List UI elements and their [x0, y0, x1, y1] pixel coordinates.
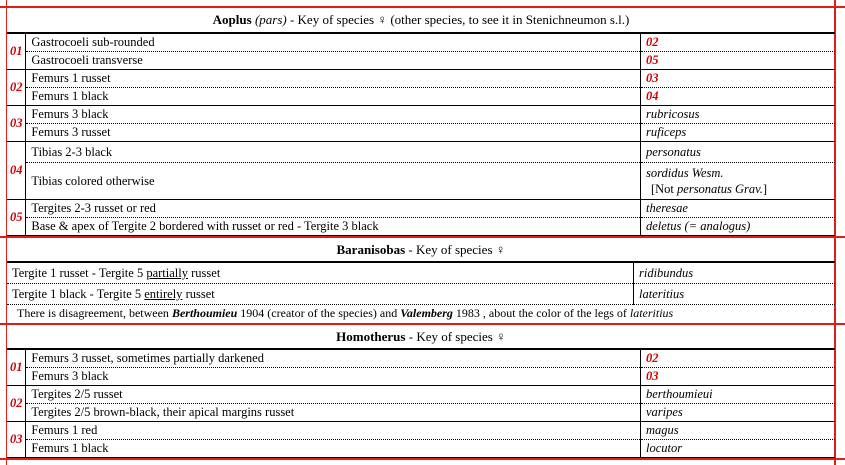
lead-text: Tergite 1 black - Tergite 5 — [12, 287, 145, 301]
couplet-lead: Base & apex of Tergite 2 bordered with russet or red - Tergite 3 black — [26, 218, 641, 236]
couplet-number: 03 — [7, 106, 26, 142]
aoplus-pars: (pars) — [254, 12, 287, 27]
species-name: personatus — [640, 142, 835, 163]
table-row — [7, 34, 835, 52]
couplet-target: 02 — [640, 34, 835, 52]
table-row — [7, 440, 835, 458]
species-name: ridibundus — [634, 263, 836, 284]
species-name: varipes — [640, 404, 835, 422]
lead-text: russet — [188, 266, 221, 280]
couplet-lead: Tibias 2-3 black — [26, 142, 641, 163]
couplet-target: 04 — [640, 88, 835, 106]
species-name: theresae — [640, 200, 835, 218]
table-row — [7, 106, 835, 124]
couplet-number: 04 — [7, 142, 26, 200]
table-row — [7, 52, 835, 70]
couplet-lead: Femurs 1 black — [26, 88, 641, 106]
species-name: locutor — [640, 440, 835, 458]
couplet-lead: Femurs 1 red — [26, 422, 641, 440]
couplet-number: 03 — [7, 422, 26, 458]
disagreement-note — [7, 303, 835, 323]
baranisobas-title-rest: - Key of species ♀ — [405, 242, 506, 257]
couplet-lead: Tibias colored otherwise — [26, 163, 641, 200]
table-row — [7, 200, 835, 218]
couplet-lead — [7, 284, 634, 305]
couplet-lead: Femurs 3 black — [26, 368, 641, 386]
couplet-lead: Gastrocoeli sub-rounded — [26, 34, 641, 52]
couplet-lead: Tergites 2-3 russet or red — [26, 200, 641, 218]
aoplus-title — [7, 8, 835, 32]
species-name-multiline — [640, 163, 835, 200]
baranisobas-genus: Baranisobas — [336, 242, 406, 257]
species-note — [646, 181, 835, 197]
species-name: magus — [640, 422, 835, 440]
couplet-lead: Femurs 1 black — [26, 440, 641, 458]
table-row — [7, 350, 835, 368]
species-name: deletus (= analogus) — [640, 218, 835, 236]
table-row — [7, 142, 835, 163]
couplet-number: 02 — [7, 70, 26, 106]
couplet-target: 02 — [640, 350, 835, 368]
baranisobas-title — [7, 238, 835, 262]
note-open: [Not — [650, 182, 678, 196]
aoplus-genus: Aoplus — [212, 12, 252, 27]
note-species: personatus Grav. — [677, 182, 763, 196]
note-close: ] — [762, 182, 768, 196]
table-row — [7, 88, 835, 106]
couplet-lead: Femurs 3 russet, sometimes partially darkened — [26, 350, 641, 368]
homotherus-title — [7, 325, 835, 349]
species-name: rubricosus — [640, 106, 835, 124]
couplet-lead: Femurs 3 russet — [26, 124, 641, 142]
couplet-lead: Gastrocoeli transverse — [26, 52, 641, 70]
couplet-number: 02 — [7, 386, 26, 422]
frame-line-bottom — [0, 458, 845, 460]
table-row — [7, 218, 835, 236]
couplet-target: 03 — [640, 70, 835, 88]
species-name: sordidus Wesm. — [645, 166, 724, 180]
table-row — [7, 70, 835, 88]
aoplus-key-table — [7, 34, 835, 236]
couplet-number: 01 — [7, 350, 26, 386]
couplet-number: 05 — [7, 200, 26, 236]
lead-emphasis: partially — [146, 266, 188, 280]
homotherus-section — [7, 325, 835, 458]
couplet-lead: Tergites 2/5 russet — [26, 386, 641, 404]
baranisobas-key-table — [7, 263, 835, 305]
lead-emphasis: entirely — [144, 287, 183, 301]
table-row — [7, 386, 835, 404]
lead-text: russet — [182, 287, 215, 301]
note-text: 1904 (creator of the species) and — [237, 306, 401, 320]
table-row — [7, 284, 835, 305]
couplet-target: 05 — [640, 52, 835, 70]
note-text: 1983 , about the color of the legs of — [452, 306, 630, 320]
species-name: berthoumieui — [640, 386, 835, 404]
note-text: There is disagreement, between — [17, 306, 172, 320]
table-row — [7, 163, 835, 200]
table-row — [7, 124, 835, 142]
table-row — [7, 263, 835, 284]
couplet-lead: Femurs 1 russet — [26, 70, 641, 88]
lead-text: Tergite 1 russet - Tergite 5 — [12, 266, 147, 280]
author-valemberg: Valemberg — [400, 306, 453, 320]
aoplus-section — [7, 8, 835, 236]
baranisobas-section — [7, 238, 835, 323]
table-row — [7, 368, 835, 386]
homotherus-key-table — [7, 350, 835, 458]
species-name: lateritius — [634, 284, 836, 305]
species-name: ruficeps — [640, 124, 835, 142]
homotherus-genus: Homotherus — [336, 329, 406, 344]
couplet-target: 03 — [640, 368, 835, 386]
homotherus-title-rest: - Key of species ♀ — [405, 329, 506, 344]
couplet-lead — [7, 263, 634, 284]
table-row — [7, 422, 835, 440]
couplet-number: 01 — [7, 34, 26, 70]
author-berthoumieu: Berthoumieu — [171, 306, 238, 320]
couplet-lead: Tergites 2/5 brown-black, their apical margins russet — [26, 404, 641, 422]
couplet-lead: Femurs 3 black — [26, 106, 641, 124]
table-row — [7, 404, 835, 422]
aoplus-title-rest: - Key of species ♀ (other species, to see it in Stenichneumon s.l.) — [286, 12, 630, 27]
note-species: lateritius — [629, 306, 674, 320]
